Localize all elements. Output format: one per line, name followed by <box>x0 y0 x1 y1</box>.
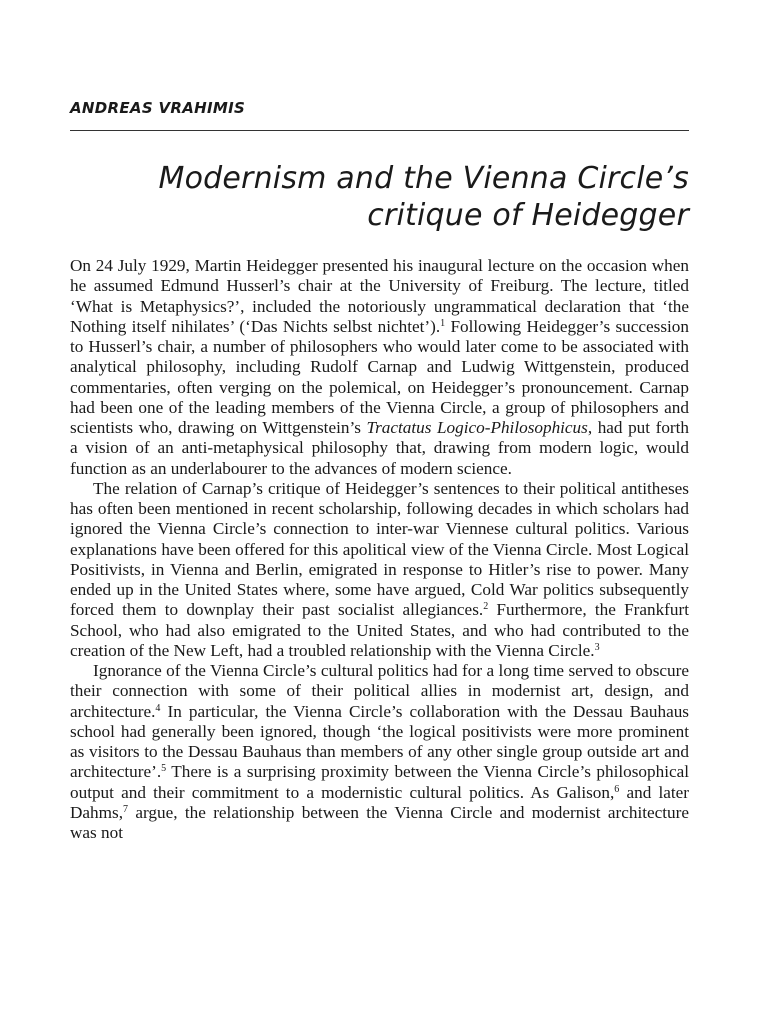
footnote-ref-1[interactable]: 1 <box>440 317 446 329</box>
paragraph-3-text-a: Ignorance of the Vienna Circle’s cultural politics had for a long time served to obscure their connection with some of their political allies in modernist art, design, and architecture. <box>70 661 689 721</box>
header-rule <box>70 130 689 131</box>
article-title <box>70 160 689 234</box>
footnote-ref-5[interactable]: 5 <box>161 763 167 775</box>
paragraph-3-text-c: There is a surprising proximity between the Vienna Circle’s philosophical output and their commitment to a modernistic cultural politics. As Galison, <box>70 762 689 802</box>
journal-page <box>70 0 689 1024</box>
title-line-1: Modernism and the Vienna Circle’s <box>158 161 689 196</box>
paragraph-1-text-c: , had put forth a vision of an anti-metaphysical philosophy that, drawing from modern logic, would function as an underlabourer to the advances of modern science. <box>70 418 690 478</box>
title-line-2: critique of Heidegger <box>367 198 689 233</box>
paragraph-2-text-a: The relation of Carnap’s critique of Heidegger’s sentences to their political antitheses has often been mentioned in recent scholarship, following decades in which scholars had ignored the Vienna Circle’s connection to inter-war Viennese cultural politics. Various explanations have been offered for this apolitical view of the Vienna Circle. Most Logical Positivists, in Vienna and Berlin, emigrated in response to Hitler’s rise to power. Many ended up in the United States where, some have argued, Cold War politics subsequently forced them to downplay their past socialist allegiances. <box>70 478 689 620</box>
paragraph-1 <box>70 256 689 479</box>
footnote-ref-4[interactable]: 4 <box>155 702 161 714</box>
paragraph-3-text-d: and later Dahms, <box>70 782 689 822</box>
paragraph-3 <box>70 661 689 843</box>
footnote-ref-7[interactable]: 7 <box>123 803 128 815</box>
paragraph-3-text-b: In particular, the Vienna Circle’s collaboration with the Dessau Bauhaus school had generally been ignored, though ‘the logical positivists were more prominent as visitors to the Dessau Bauhaus than members of any other single group outside art and architecture’. <box>70 701 689 782</box>
book-title-tractatus: Tractatus Logico-Philosophicus <box>366 418 588 437</box>
author-name: ANDREAS VRAHIMIS <box>70 99 246 117</box>
footnote-ref-2[interactable]: 2 <box>483 601 489 613</box>
paragraph-2-text-b: Furthermore, the Frankfurt School, who had also emigrated to the United States, and who had contributed to the creation of the New Left, had a troubled relationship with the Vienna Circle. <box>70 600 689 660</box>
paragraph-1-text-a: On 24 July 1929, Martin Heidegger presented his inaugural lecture on the occasion when he assumed Edmund Husserl’s chair at the University of Freiburg. The lecture, titled ‘What is Metaphysics?’, included the notoriously ungrammatical declaration that ‘the Nothing itself nihilates’ (‘Das Nichts selbst nichtet’). <box>70 256 689 336</box>
footnote-ref-6[interactable]: 6 <box>614 783 620 795</box>
paragraph-2 <box>70 479 689 661</box>
paragraph-1-text-b: Following Heidegger’s succession to Husserl’s chair, a number of philosophers who would later come to be associated with analytical philosophy, including Rudolf Carnap and Ludwig Wittgenstein, produced commentaries, often verging on the polemical, on Heidegger’s pronouncement. Carnap had been one of the leading members of the Vienna Circle, a group of philosophers and scientists who, drawing on Wittgenstein’s <box>70 316 689 437</box>
paragraph-3-text-e: argue, the relationship between the Vienna Circle and modernist architecture was not <box>70 802 689 842</box>
footnote-ref-3[interactable]: 3 <box>594 641 600 653</box>
article-body <box>70 256 689 843</box>
